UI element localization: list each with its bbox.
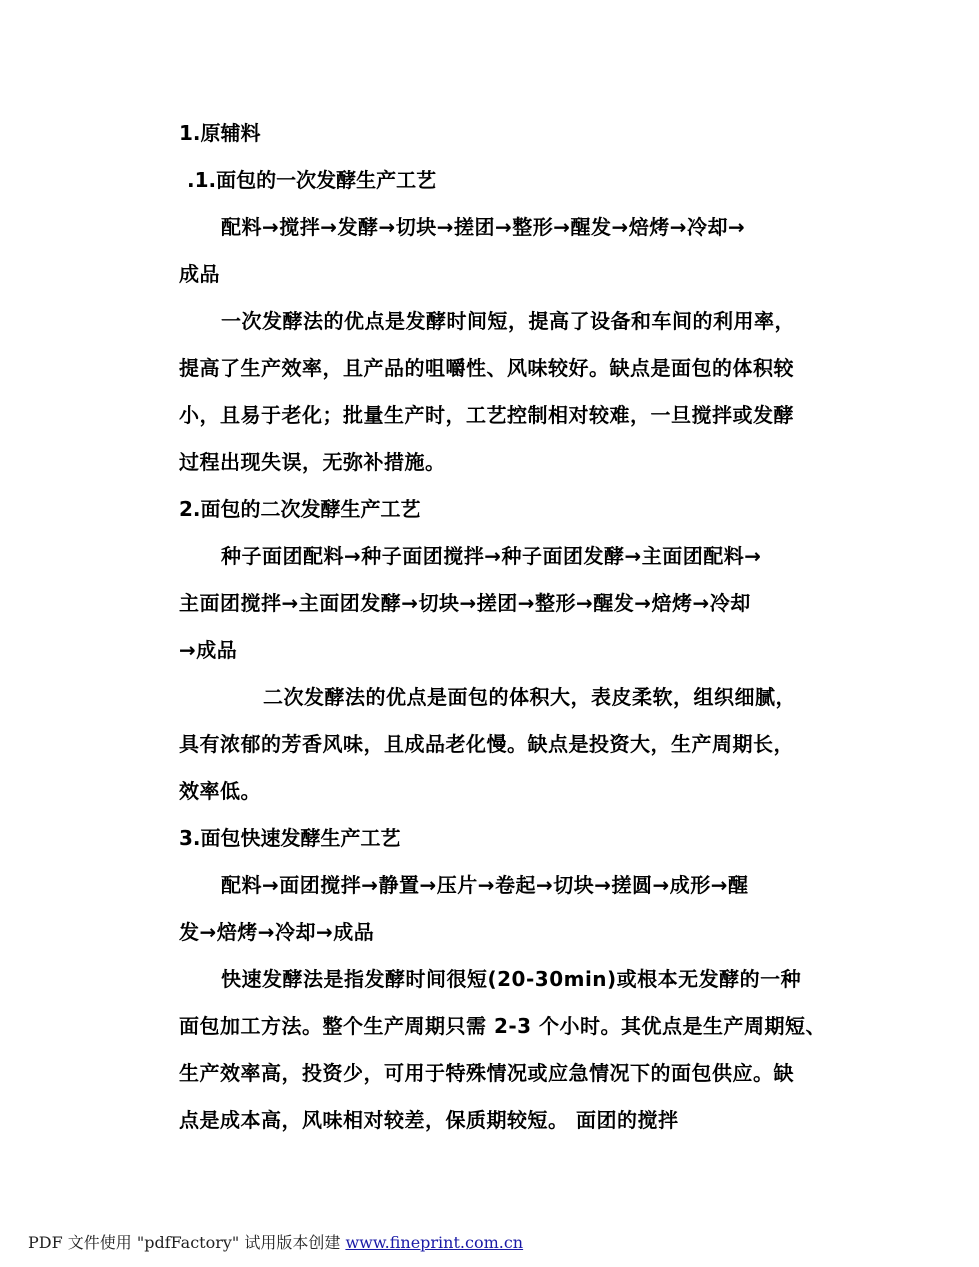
- paragraph-line: 效率低。: [179, 779, 261, 803]
- paragraph-line: 点是成本高，风味相对较差，保质期较短。 面团的搅拌: [179, 1108, 679, 1132]
- process-flow-line: 主面团搅拌→主面团发酵→切块→搓团→整形→醒发→焙烤→冷却: [179, 591, 751, 615]
- footer-link[interactable]: www.fineprint.com.cn: [345, 1233, 524, 1252]
- paragraph-line: 小，且易于老化；批量生产时，工艺控制相对较难，一旦搅拌或发酵: [179, 403, 794, 427]
- section-heading-raw-materials: 1.原辅料: [179, 121, 261, 145]
- process-flow-line: 配料→面团搅拌→静置→压片→卷起→切块→搓圆→成形→醒: [221, 873, 749, 897]
- subsection-heading-single-fermentation: .1.面包的一次发酵生产工艺: [187, 168, 437, 192]
- process-flow-line: →成品: [179, 638, 238, 662]
- paragraph-line: 快速发酵法是指发酵时间很短(20-30min)或根本无发酵的一种: [221, 967, 802, 991]
- paragraph-line: 生产效率高，投资少，可用于特殊情况或应急情况下的面包供应。缺: [179, 1061, 794, 1085]
- document-body: [179, 110, 827, 1144]
- section-heading-rapid-fermentation: 3.面包快速发酵生产工艺: [179, 826, 401, 850]
- paragraph-line: 提高了生产效率，且产品的咀嚼性、风味较好。缺点是面包的体积较: [179, 356, 794, 380]
- paragraph-line: 一次发酵法的优点是发酵时间短，提高了设备和车间的利用率，: [221, 309, 795, 333]
- process-flow-line: 种子面团配料→种子面团搅拌→种子面团发酵→主面团配料→: [221, 544, 762, 568]
- paragraph-line: 具有浓郁的芳香风味，且成品老化慢。缺点是投资大，生产周期长，: [179, 732, 794, 756]
- paragraph-line: 过程出现失误，无弥补措施。: [179, 450, 446, 474]
- paragraph-line: 面包加工方法。整个生产周期只需 2-3 个小时。其优点是生产周期短、: [179, 1014, 827, 1038]
- footer-text: PDF 文件使用 "pdfFactory" 试用版本创建: [28, 1233, 346, 1252]
- section-heading-double-fermentation: 2.面包的二次发酵生产工艺: [179, 497, 421, 521]
- paragraph-line: 二次发酵法的优点是面包的体积大，表皮柔软，组织细腻，: [263, 685, 796, 709]
- process-flow-line: 配料→搅拌→发酵→切块→搓团→整形→醒发→焙烤→冷却→: [221, 215, 746, 239]
- process-flow-line: 发→焙烤→冷却→成品: [179, 920, 375, 944]
- pdf-footer: [28, 1230, 523, 1253]
- process-flow-line: 成品: [179, 262, 220, 286]
